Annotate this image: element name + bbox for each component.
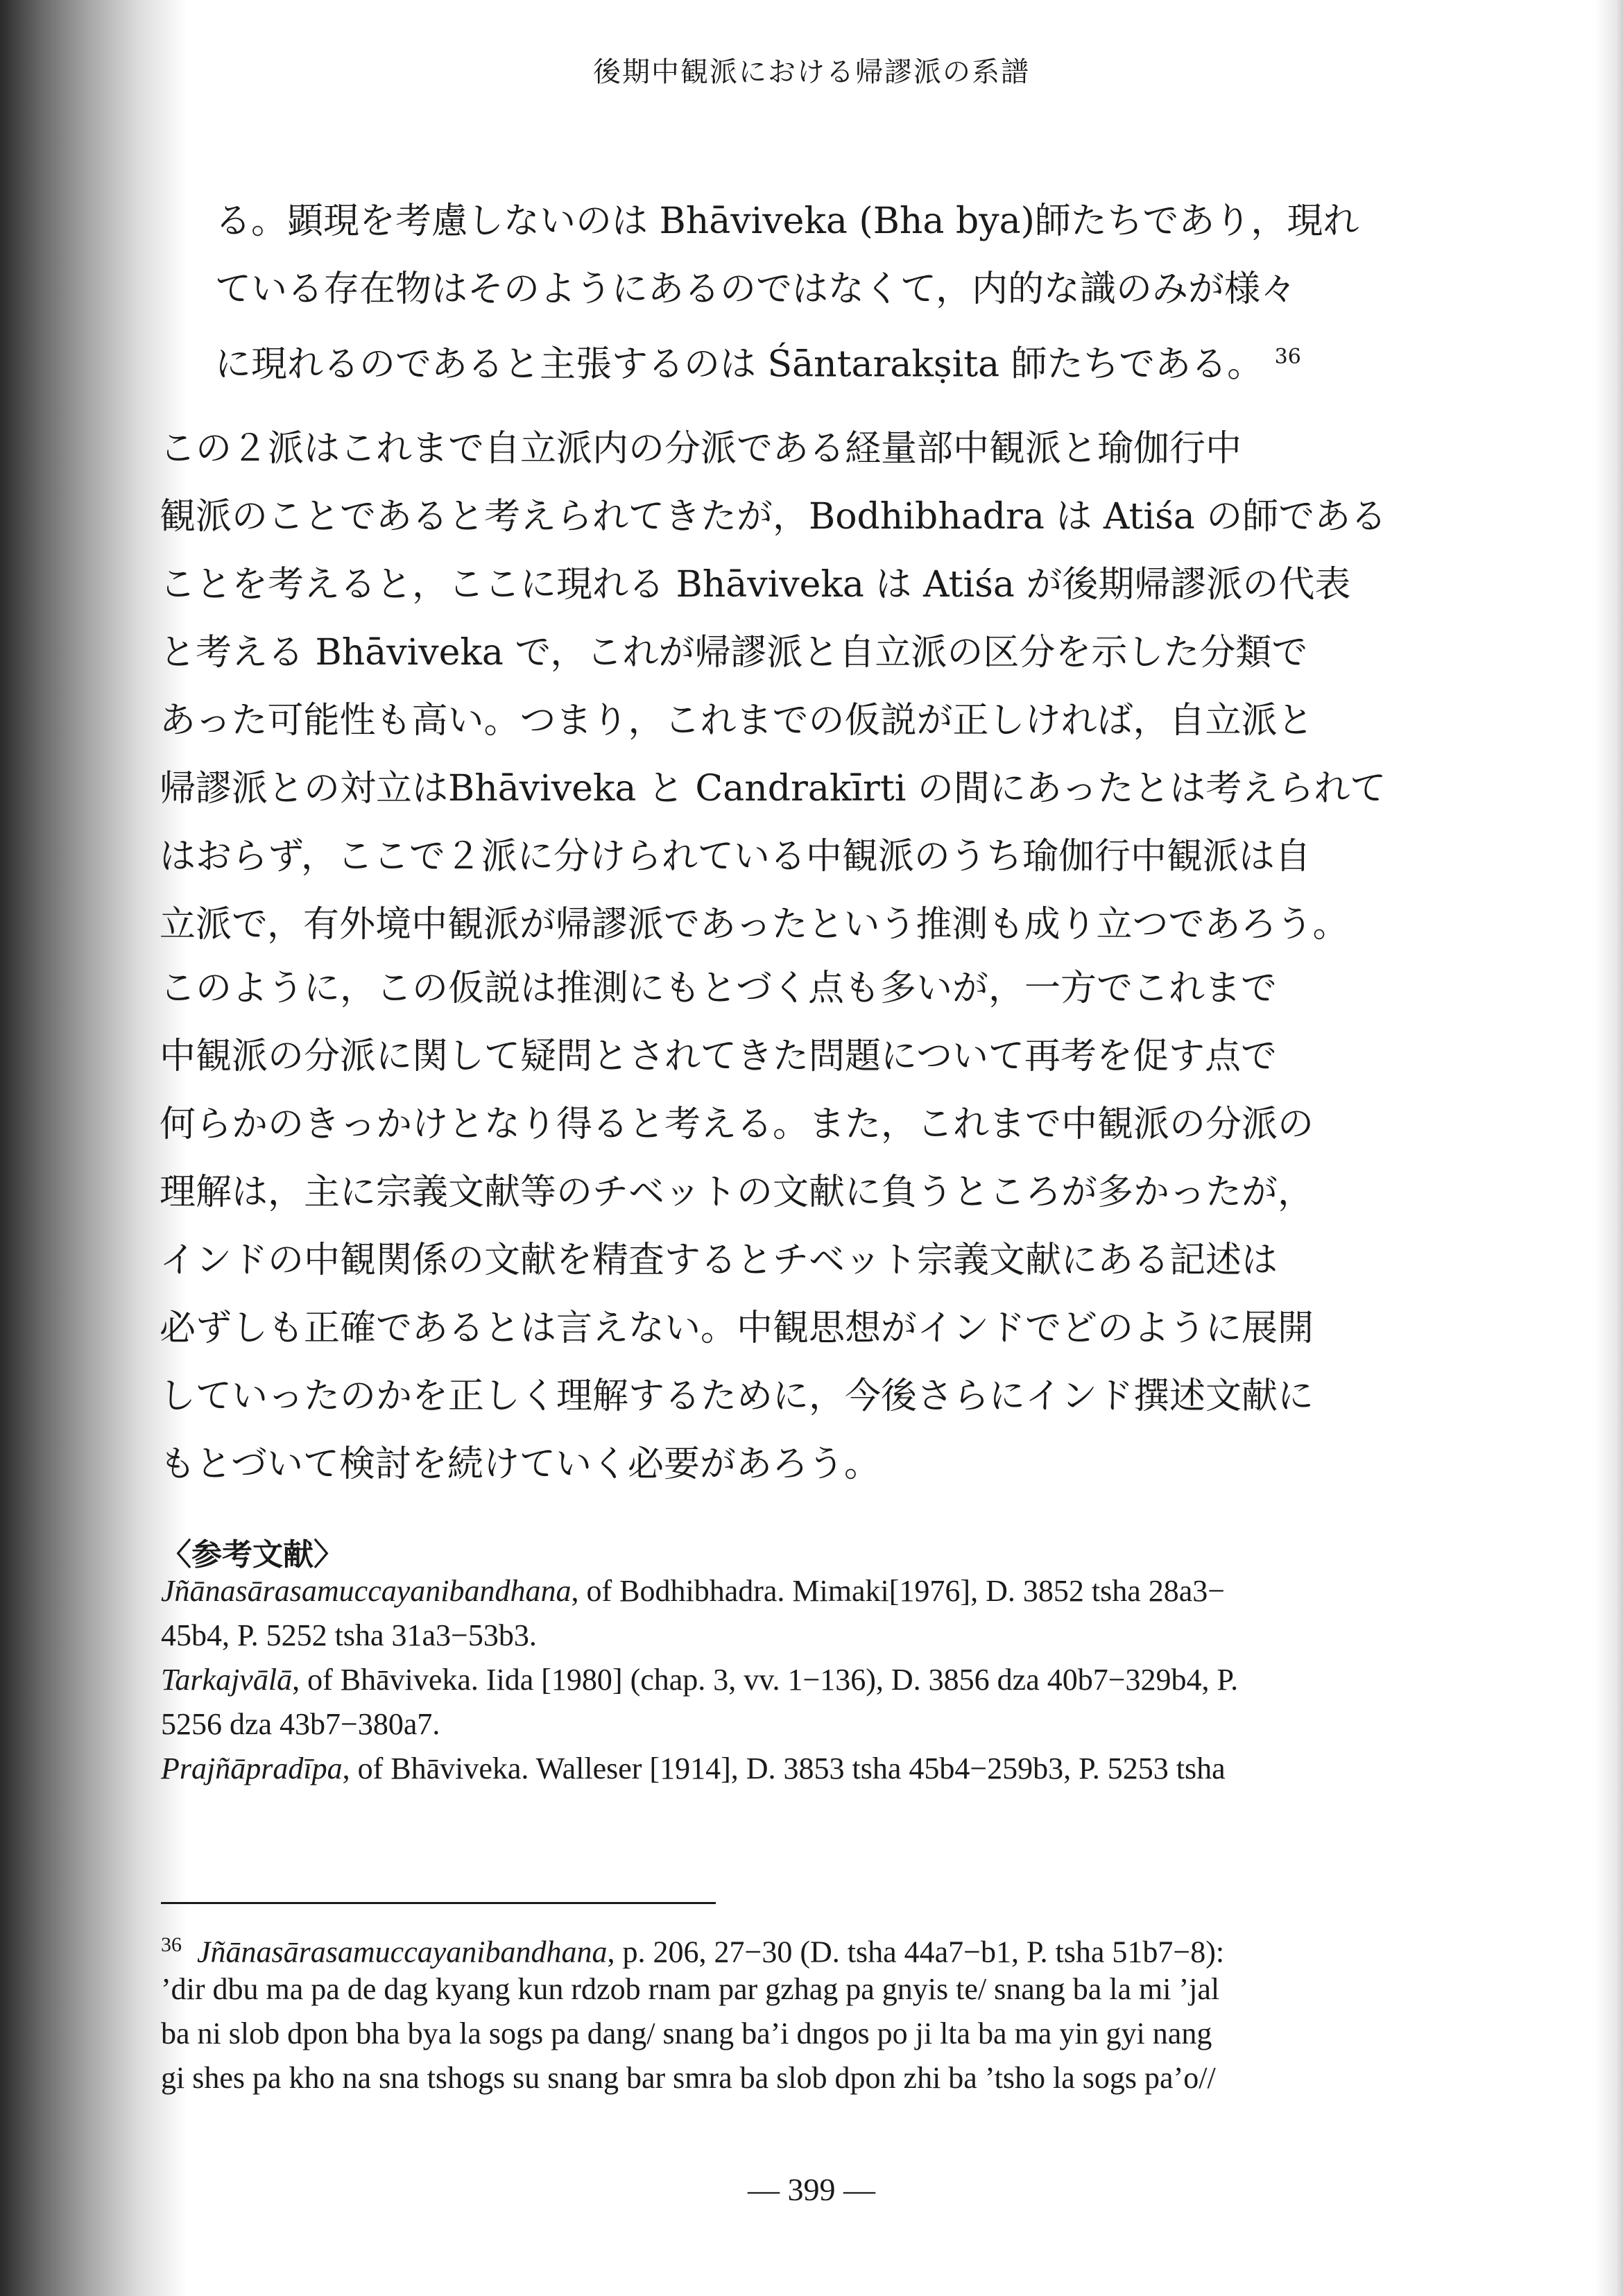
- reference-detail: 45b4, P. 5252 tsha 31a3−53b3.: [161, 1618, 537, 1652]
- text-line: 何らかのきっかけとなり得ると考える。また，これまで中観派の分派の: [160, 1104, 1314, 1145]
- reference-line: [161, 1702, 1238, 1747]
- reference-detail: , of Bhāviveka. Walleser [1914], D. 3853 tsha 45b4−259b3, P. 5253 tsha: [342, 1751, 1226, 1785]
- text-line: ている存在物はそのようにあるのではなくて，内的な識のみが様々: [215, 268, 1296, 310]
- text-line: インドの中観関係の文献を精査するとチベット宗義文献にある記述は: [160, 1240, 1278, 1281]
- paragraph-conclusion: [160, 954, 1314, 1498]
- text-line: あった可能性も高い。つまり，これまでの仮説が正しければ，自立派と: [160, 700, 1314, 742]
- page-edge: [1595, 0, 1623, 2296]
- page-number: — 399 —: [748, 2172, 875, 2207]
- paragraph-continuation: [215, 187, 1359, 391]
- reference-title: Prajñāpradīpa: [161, 1751, 343, 1785]
- text-line: と考える Bhāviveka で，これが帰謬派と自立派の区分を示した分類で: [160, 632, 1308, 674]
- footnote-line: ba ni slob dpon bha bya la sogs pa dang/ snang ba’i dngos po ji lta ba ma yin gyi nang: [161, 2016, 1212, 2050]
- text-line: 必ずしも正確であるとは言えない。中観思想がインドでどのように展開: [160, 1308, 1314, 1349]
- footnote-rule: [161, 1902, 716, 1904]
- text-line: [215, 323, 1359, 391]
- text-line: 観派のことであると考えられてきたが，Bodhibhadra は Atiśa の師である: [160, 496, 1387, 538]
- text-line: る。顕現を考慮しないのは Bhāviveka (Bha bya)師たちであり，現れ: [215, 200, 1359, 242]
- text-line: 立派で，有外境中観派が帰謬派であったという推測も成り立つであろう。: [160, 904, 1349, 945]
- text-line: ことを考えると，ここに現れる Bhāviveka は Atiśa が後期帰謬派の代表: [160, 564, 1351, 606]
- paragraph-two-schools: [160, 415, 1386, 959]
- text-line: はおらず，ここで２派に分けられている中観派のうち瑜伽行中観派は自: [160, 836, 1311, 877]
- text-line-content: に現れるのであると主張するのは Śāntarakṣita 師たちである。: [215, 343, 1264, 386]
- footnote-line: gi shes pa kho na sna tshogs su snang bar smra ba slob dpon zhi ba ’tsho la sogs pa’o//: [161, 2061, 1216, 2095]
- text-line: 中観派の分派に関して疑問とされてきた問題について再考を促す点で: [160, 1036, 1277, 1077]
- reference-title: Jñānasārasamuccayanibandhana: [161, 1574, 572, 1608]
- text-line: この２派はこれまで自立派内の分派である経量部中観派と瑜伽行中: [160, 428, 1242, 470]
- reference-line: [161, 1569, 1238, 1613]
- footnote-marker: 36: [1274, 345, 1301, 369]
- text-line: このように，この仮説は推測にもとづく点も多いが，一方でこれまで: [160, 968, 1277, 1009]
- footnote-number: 36: [161, 1933, 182, 1956]
- footnote-line: ’dir dbu ma pa de dag kyang kun rdzob rnam par gzhag pa gnyis te/ snang ba la mi ’jal: [161, 1972, 1220, 2006]
- text-line: もとづいて検討を続けていく必要があろう。: [160, 1443, 880, 1485]
- references-heading: 〈参考文献〉: [161, 1537, 344, 1573]
- text-line: 帰謬派との対立はBhāviveka と Candrakīrti の間にあったとは考えられて: [160, 768, 1386, 809]
- footnote: [161, 1923, 1224, 2100]
- footnote-citation: , p. 206, 27−30 (D. tsha 44a7−b1, P. tsha 51b7−8):: [607, 1935, 1225, 1969]
- footnote-title: Jñānasārasamuccayanibandhana: [197, 1935, 608, 1969]
- running-head: 後期中観派における帰謬派の系譜: [593, 56, 1030, 88]
- reference-line: [161, 1658, 1238, 1702]
- reference-detail: 5256 dza 43b7−380a7.: [161, 1707, 440, 1741]
- reference-detail: , of Bodhibhadra. Mimaki[1976], D. 3852 tsha 28a3−: [571, 1574, 1226, 1608]
- reference-line: [161, 1613, 1238, 1658]
- footnote-line: [161, 1923, 1224, 1967]
- text-line: していったのかを正しく理解するために，今後さらにインド撰述文献に: [160, 1376, 1314, 1417]
- references-list: [161, 1569, 1238, 1791]
- reference-title: Tarkajvālā: [161, 1663, 293, 1697]
- reference-detail: , of Bhāviveka. Iida [1980] (chap. 3, vv. 1−136), D. 3856 dza 40b7−329b4, P.: [292, 1663, 1239, 1697]
- text-line: 理解は，主に宗義文献等のチベットの文献に負うところが多かったが，: [160, 1172, 1314, 1213]
- reference-line: [161, 1747, 1238, 1791]
